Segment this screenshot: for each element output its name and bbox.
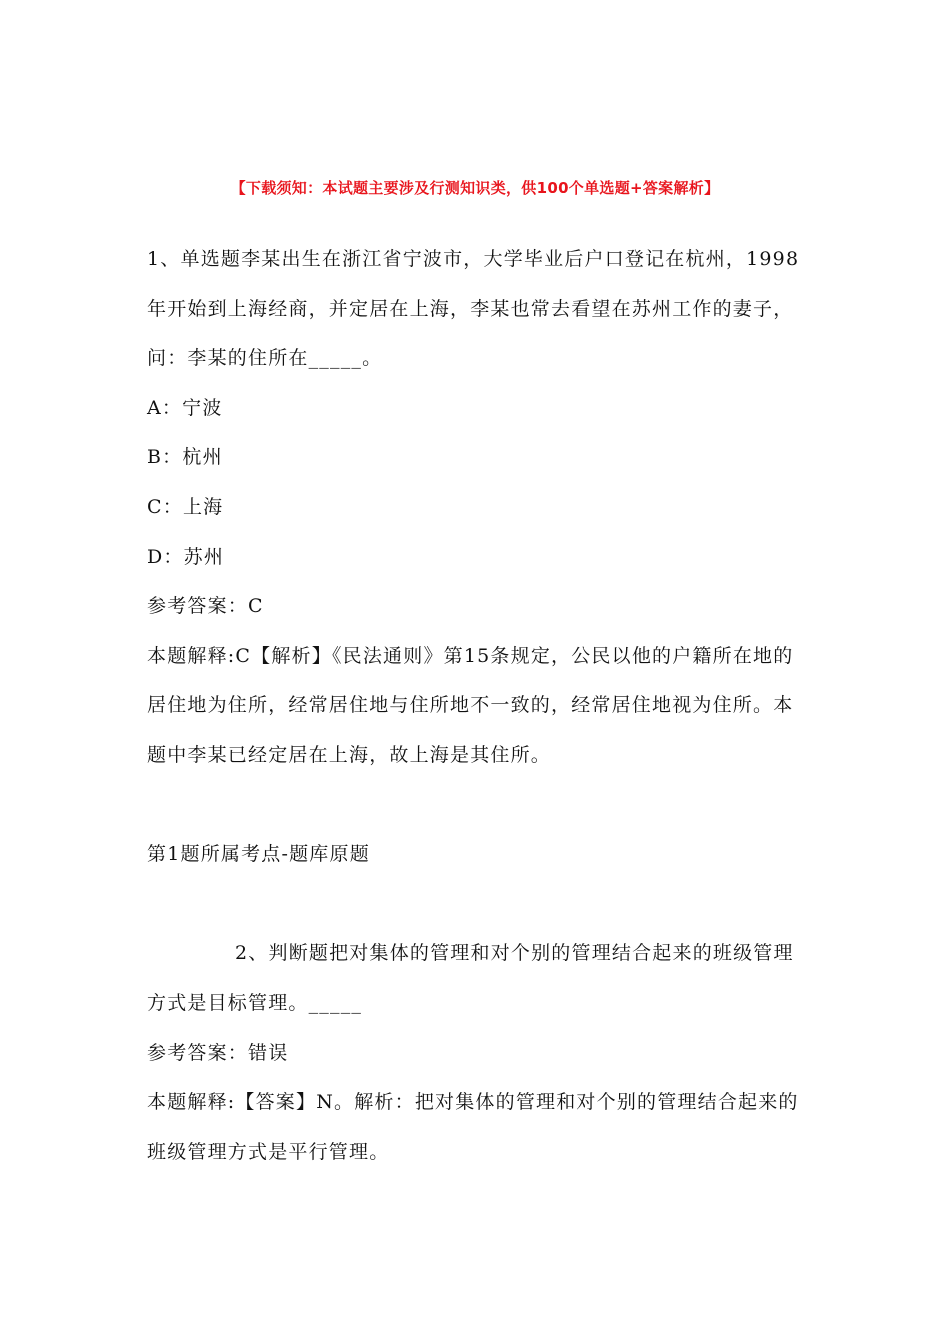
question-1-text: 1、单选题李某出生在浙江省宁波市，大学毕业后户口登记在杭州，1998年开始到上海经商，并定居在上海，李某也常去看望在苏州工作的妻子，问：李某的住所在_____。 bbox=[147, 248, 800, 370]
question-1-option-a: A：宁波 bbox=[147, 396, 223, 419]
question-1-answer: 参考答案：C bbox=[147, 595, 264, 618]
question-2-text: 2、判断题把对集体的管理和对个别的管理结合起来的班级管理方式是目标管理。_____ bbox=[147, 942, 794, 1014]
question-2-explanation: 本题解释:【答案】N。解析：把对集体的管理和对个别的管理结合起来的班级管理方式是平行管理。 bbox=[147, 1091, 799, 1163]
question-1-topic: 第1题所属考点-题库原题 bbox=[147, 843, 370, 866]
question-content bbox=[147, 235, 807, 1177]
download-notice: 【下载须知：本试题主要涉及行测知识类，供100个单选题+答案解析】 bbox=[230, 179, 720, 197]
question-1-option-c: C：上海 bbox=[147, 495, 224, 518]
question-2-answer: 参考答案：错误 bbox=[147, 1041, 289, 1064]
question-1-explanation: 本题解释:C【解析】《民法通则》第15条规定，公民以他的户籍所在地的居住地为住所，经常居住地与住所地不一致的，经常居住地视为住所。本题中李某已经定居在上海，故上海是其住所。 bbox=[147, 644, 794, 766]
question-1-option-d: D：苏州 bbox=[147, 545, 225, 568]
spacer bbox=[147, 880, 807, 930]
spacer bbox=[147, 781, 807, 831]
question-1-option-b: B：杭州 bbox=[147, 446, 223, 469]
